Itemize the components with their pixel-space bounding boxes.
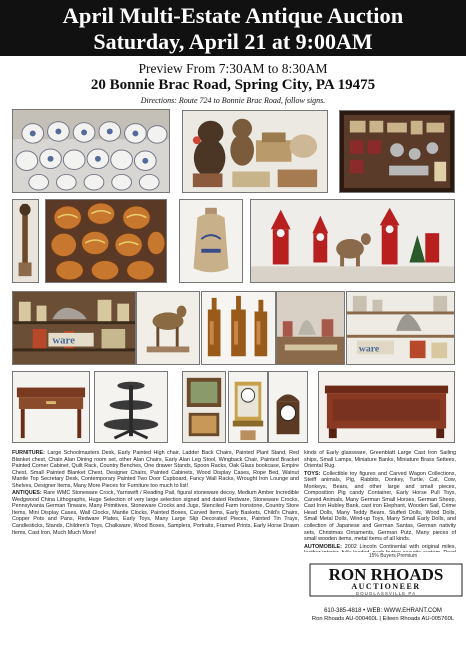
photo-tinware-plates — [12, 109, 170, 193]
automobile-text: 2002 Lincoln Continental with original miles, — [344, 543, 456, 550]
photo-amber-bottles — [201, 291, 276, 365]
photo-clocks — [268, 371, 308, 443]
toys-label: TOYS: — [304, 470, 321, 477]
photo-wooden-figures — [136, 291, 200, 365]
photo-redware-plates — [45, 199, 167, 283]
photo-stoneware-jug — [179, 199, 243, 283]
antiques-paragraph — [12, 490, 299, 536]
title-banner — [0, 0, 466, 56]
directions: Directions: Route 724 to Bonnie Brac Road, follow signs. — [140, 96, 326, 105]
antiques-text: Rare WMC Stoneware Crock, Yarnswift / Reading Pail, figural stoneware decoy, Medium Amber Incredible Wedgwood China Lithographs, Huge Selection of very large selection signed and dated Redware, Stoneware Crocks, Pennsylvania German Tinware, Many Primitives, Stoneware Crocks and Jugs, Stenciled Farm Ironstone, Country Store Items, Mini Display Cases, Wall Clocks, Mantle Clocks, Painted Boxes, Carved Items, Early Baskets, Child's Chairs, Copper Pots and Pans, Redware Plates, Early Toys, Many Large Slip Decorated Pieces, Painted Tin Trays, Candlesticks, Stands, Children's Toys, Chalkware, Wood Boxes, Samplers, Portraits, Framed Prints, Early Horse Drawn Items, Cast Iron, Much Much More! — [12, 490, 299, 536]
photo-wooden-tools — [12, 199, 39, 283]
photo-display-shelves — [12, 291, 136, 365]
buyers-premium: 15% Buyers Premium — [368, 553, 418, 559]
auctioneer-logo — [308, 562, 464, 598]
license-line: Ron Rhoads AU-000460L | Eileen Rhoads AU-005760L — [311, 616, 455, 622]
photo-santa-figures — [250, 199, 455, 283]
photo-teddy-bears-toys — [182, 110, 328, 193]
preview-time: Preview From 7:30AM to 8:30AM — [138, 61, 328, 76]
contact-line: 610-385-4818 • WEB: WWW.EHRANT.COM — [324, 608, 442, 614]
toys-text: Collectible toy figures and Carved Wagon Collections, Steiff animals, Pig, Rabbits, Donkey, Turtle, Cat, Cow, Monkeys, Bears, and other large and small pieces, Composition Pig candy Container, Early Horse Pull Toys, Carved Animals, Many German Small Horses, German Sheep, Cast Iron Hubley Bank, cast iron Elephant, Wooden Sail, Crime Head Dolls, Many Teddy Bears, Stuffed Dolls, Wood Dolls, Small Metal Dolls, Wind-up Toys, Many Small Early Dolls, and collection of Japanese and German Santas, German nativity sets, Christmas Ornaments, German Putz, Many pieces of small wooden items, metal items of all kinds. — [304, 470, 456, 543]
furniture-text: Large Schoolmasters Desk, Early Painted High chair, Ladder Back Chairs, Painted Plant Stand, Red Blanket chest, Chain Alan Dining room set, other Alan Chairs, Early Alan Leg Stool, Wingback Chair, Painted Bracket Painted Corner Cabinet, Quilt Rack, Country Benches, One drawer Stands, Spoon Racks, Oak Glass bookcase, Empire Chest, Small Painted Blanket Chest, Designer Chairs, Painted Cabinets, Wood Display Cases, Rope Bed, Walnut Mantle Top Secretary Desk, Contemporary Painted Two Door Cupboard, Fancy Wall Racks, Wrought Iron Lounge and Shelves, Designer Items, Many More Pieces for Furniture too much to list! — [12, 450, 299, 489]
svg-text:ware: ware — [52, 334, 75, 347]
logo-town: DOUGLASSVILLE PA — [355, 591, 417, 596]
auction-address: 20 Bonnie Brac Road, Spring City, PA 19475 — [90, 77, 376, 93]
photo-display-case — [339, 110, 455, 193]
logo-sub: AUCTIONEER — [351, 582, 421, 591]
toys-paragraph — [304, 471, 456, 543]
photo-shelf-items — [276, 291, 345, 365]
photo-tiered-stand — [94, 371, 168, 443]
photo-tiered-display — [346, 291, 455, 365]
logo-name: RON RHOADS — [328, 565, 444, 584]
glassware-paragraph: kinds of Early glassware, Greenblatt Large Cast Iron Sailing ships, Small Lamps, Miniature Banks, Miniature Brass Settees, Oriental Rug. — [304, 450, 456, 470]
photo-mantle-clock — [228, 371, 268, 443]
furniture-label: FURNITURE: — [12, 450, 45, 456]
photo-desk-table — [12, 371, 90, 443]
automobile-paragraph — [304, 544, 456, 552]
text-column-left — [12, 450, 299, 646]
svg-text:ware: ware — [358, 343, 380, 355]
text-column-right — [304, 450, 456, 552]
antiques-label: ANTIQUES: — [12, 490, 42, 497]
photo-framed-prints — [182, 371, 226, 443]
title-line-1: April Multi-Estate Antique Auction — [62, 3, 404, 28]
automobile-label: AUTOMOBILE: — [304, 543, 342, 550]
photo-blanket-chest — [318, 371, 455, 443]
title-line-2: Saturday, April 21 at 9:00AM — [93, 29, 373, 54]
furniture-paragraph — [12, 450, 299, 489]
